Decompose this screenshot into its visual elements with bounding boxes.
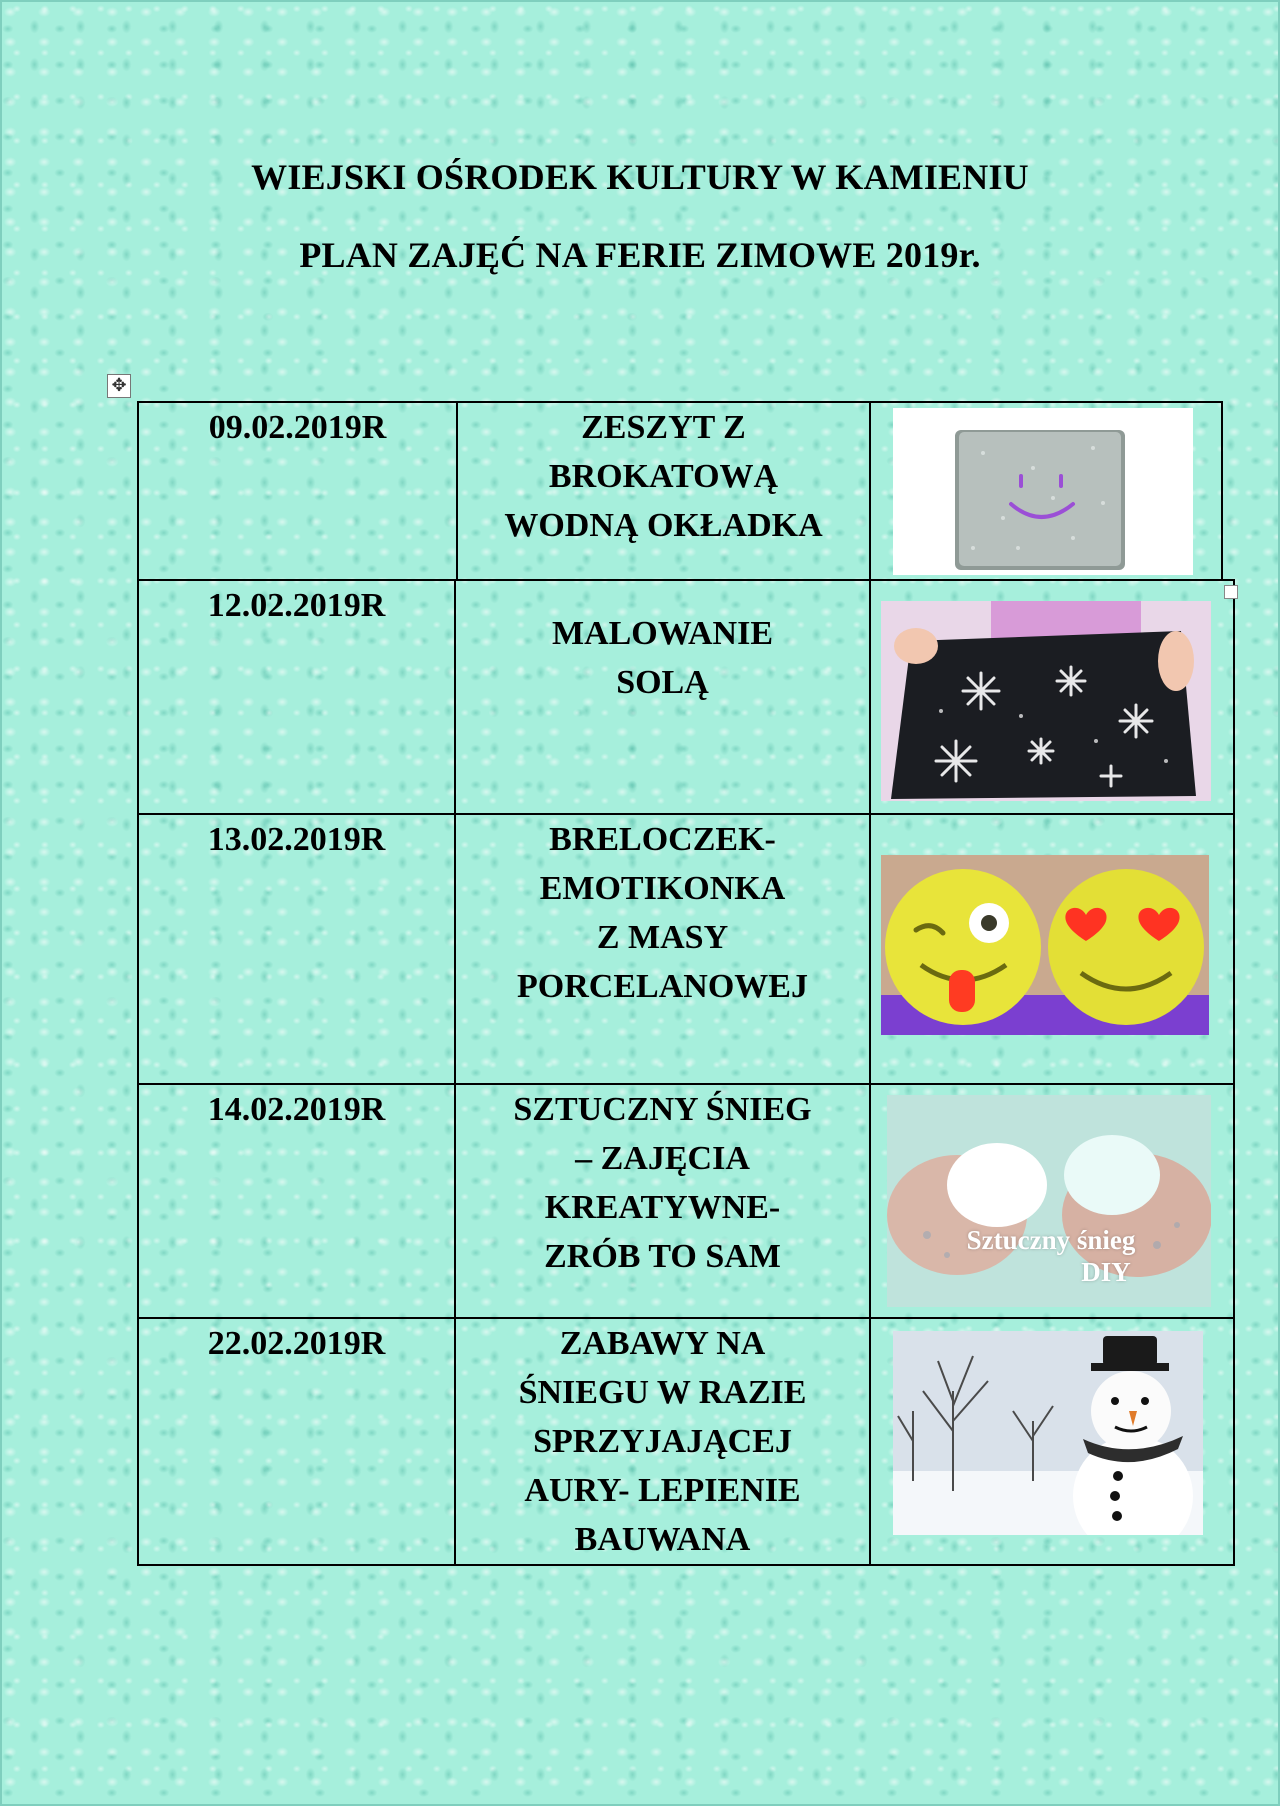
emoji-keychains-image [881, 855, 1209, 1035]
table-resize-icon[interactable] [1224, 585, 1238, 599]
image-caption: Sztuczny śnieg [966, 1225, 1136, 1255]
table-move-icon[interactable]: ✥ [107, 374, 131, 398]
activity-text: ZESZYT Z BROKATOWĄ WODNĄ OKŁADKA [504, 409, 823, 544]
activity-cell [456, 403, 869, 579]
date-cell [139, 1085, 454, 1317]
date-text: 12.02.2019R [207, 587, 386, 624]
table-row [137, 1317, 1235, 1566]
activity-text: SZTUCZNY ŚNIEG – ZAJĘCIA KREATYWNE- ZRÓB TO SAM [513, 1091, 812, 1275]
image-cell [869, 815, 1233, 1083]
snowman-image [893, 1331, 1203, 1535]
table-row [137, 813, 1235, 1085]
activity-text: BRELOCZEK- EMOTIKONKA Z MASY PORCELANOWEJ [517, 821, 808, 1005]
date-cell [139, 581, 454, 813]
date-text: 13.02.2019R [207, 821, 386, 858]
activity-cell [454, 581, 869, 813]
table-row [137, 1083, 1235, 1319]
activity-text: ZABAWY NA ŚNIEGU W RAZIE SPRZYJAJĄCEJ AURY- LEPIENIE BAUWANA [518, 1325, 807, 1558]
document-title: WIEJSKI OŚRODEK KULTURY W KAMIENIU [251, 157, 1029, 197]
image-cell [869, 1085, 1233, 1317]
image-cell [869, 581, 1233, 813]
activity-text: MALOWANIE SOLĄ [551, 615, 774, 701]
table-row [137, 401, 1223, 581]
activity-cell [454, 1319, 869, 1564]
table-row [137, 579, 1235, 815]
image-caption-diy: DIY [1081, 1257, 1131, 1287]
salt-painting-image [881, 601, 1211, 801]
glitter-notebook-image [893, 408, 1193, 575]
date-cell [139, 1319, 454, 1564]
activity-cell [454, 1085, 869, 1317]
date-cell [139, 403, 456, 579]
date-cell [139, 815, 454, 1083]
date-text: 14.02.2019R [207, 1091, 386, 1128]
date-text: 22.02.2019R [207, 1325, 386, 1362]
date-text: 09.02.2019R [208, 409, 387, 446]
activity-cell [454, 815, 869, 1083]
document-subtitle: PLAN ZAJĘĆ NA FERIE ZIMOWE 2019r. [299, 235, 981, 275]
image-cell [869, 403, 1221, 579]
image-cell [869, 1319, 1233, 1564]
